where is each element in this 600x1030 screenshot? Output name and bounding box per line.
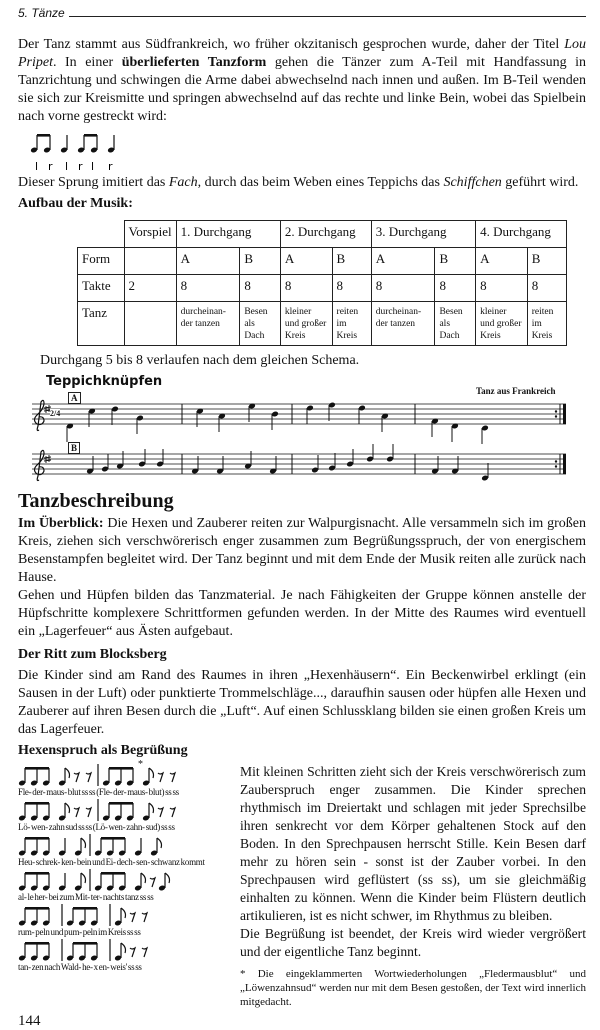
table-cell <box>124 302 176 346</box>
table-cell: Tanz <box>78 302 125 346</box>
rest <box>150 878 155 887</box>
table-row <box>78 302 567 346</box>
header-cell: 4. Durchgang <box>476 221 567 248</box>
note-flag <box>121 908 126 918</box>
repeat-dot <box>555 410 557 412</box>
table-cell: A <box>371 248 435 275</box>
rest <box>74 773 79 782</box>
dance-title: Lou Pripet <box>18 37 586 70</box>
rest <box>86 773 91 782</box>
header-rule <box>69 16 586 17</box>
repeat-dot <box>555 465 557 467</box>
lyric-line: al- le her- bei zum Mit- ter- nachts tanz ss ss <box>18 892 154 902</box>
text: geführt wird. <box>501 175 579 190</box>
rest <box>74 808 79 817</box>
header-cell: 2. Durchgang <box>280 221 371 248</box>
text: , durch das beim Weben eines Teppichs das <box>197 175 444 190</box>
rest <box>170 773 175 782</box>
ritt-heading: Der Ritt zum Blocksberg <box>18 647 167 662</box>
repeat-dot <box>555 460 557 462</box>
beam <box>109 767 133 770</box>
beam <box>25 837 49 840</box>
table-cell <box>124 248 176 275</box>
lyric-line: Fle- der- maus- blut ss ss (Fle- der- maus- blut) ss ss <box>18 787 179 797</box>
note-flag <box>81 838 86 848</box>
header-cell: Vorspiel <box>124 221 176 248</box>
table-header-row <box>78 221 567 248</box>
table-cell: B <box>527 248 566 275</box>
text: Die Hexen und Zauberer reiten zur Walpurgisnacht. Alle versammeln sich im großen Kreis, ziehen sich verschwörerisch enger zusammen zum Begrüßungsspruch, der von energischem Besenstampfen begleitet wird. Der Tanz beginnt und mit dem Ende der Musik reiten alle zurück nach Hause. <box>18 516 586 585</box>
note-flag <box>157 838 162 848</box>
text: Dieser Sprung imitiert das <box>18 175 169 190</box>
material-paragraph: Gehen und Hüpfen bilden das Tanzmaterial. Je nach Fähigkeiten der Gruppe können anstelle der Hüpfschritte komplexere Schrittformen gefunden werden. In der Mitte des Raumes wird eventuell ein „Lagerfeuer“ aus Ästen aufgebaut. <box>18 588 586 639</box>
rest <box>86 808 91 817</box>
repeat-dot <box>555 415 557 417</box>
intro-paragraph <box>18 36 586 126</box>
beam <box>25 942 49 945</box>
running-header <box>18 6 586 20</box>
chapter-title: 5. Tänze <box>18 6 65 20</box>
description-heading: Tanzbeschreibung <box>18 490 174 512</box>
beam <box>25 872 49 875</box>
note-flag <box>81 873 86 883</box>
table-cell: Form <box>78 248 125 275</box>
rest <box>142 948 147 957</box>
step-rhythm <box>28 128 148 174</box>
lyric-line: rum- peln und pum- peln im Kreis ss ss <box>18 927 141 937</box>
structure-note: Durchgang 5 bis 8 verlaufen nach dem gleichen Schema. <box>40 353 360 368</box>
step-label: r <box>108 160 113 173</box>
score-title: Teppichknüpfen <box>46 374 163 389</box>
table-cell: durcheinan-der tanzen <box>371 302 435 346</box>
step-label: l <box>35 160 39 173</box>
table-cell: reiten im Kreis <box>527 302 566 346</box>
table-cell: 8 <box>476 275 528 302</box>
beam <box>73 907 97 910</box>
spruch-rhythm <box>18 759 228 985</box>
step-label: l <box>65 160 69 173</box>
lyric-line: Heu- schrek- ken- bein und Ei- dech- sen- schwanz kommt <box>18 857 205 867</box>
footnote-marker: * <box>138 759 143 770</box>
beam <box>84 134 97 137</box>
note-flag <box>165 873 170 883</box>
rest <box>158 808 163 817</box>
table-cell: Besen als Dach <box>435 302 476 346</box>
spruch-text-column <box>240 763 586 1009</box>
table-cell: 2 <box>124 275 176 302</box>
score-block <box>0 370 586 488</box>
sprung-paragraph <box>18 174 586 192</box>
table-cell: Besen als Dach <box>240 302 281 346</box>
ritt-paragraph: Die Kinder sind am Rand des Raumes in ihren „Hexenhäusern“. Ein Beckenwirbel erklingt (ein Sausen in der Luft) oder punktierte Trommelschläge..., daraufhin sausen oder hüpfen alle Hexen und Zauberer auf ihren Besen durch die „Luft“. Auf einen Schlussklang bilden sie einen großen Kreis um das Lagerfeuer. <box>18 668 586 737</box>
bold-term: überlieferten Tanzform <box>121 55 267 70</box>
spruch-paragraph: Mit kleinen Schritten zieht sich der Kreis verschwörerisch zum Zauberspruch enger zusammen. Die Kinder sprechen rhythmisch im Dreiertakt und schlagen mit jeder Sprechsilbe ihren senkrecht vor dem Körper gehaltenen Stock auf den Boden. In den Sprechpausen herrscht Stille. Kein Besen darf mehr zu hören sein - sonst ist der Zauber vorbei. In den Sprechpausen wird geflüstert (ss ss), um sie gleichmäßig einhalten zu können. Wenn die Kinder beim Flüstern deutlich artikulieren, ist es nicht schwer, im Rhythmus zu bleiben. <box>240 764 586 923</box>
table-row <box>78 248 567 275</box>
overview-paragraph <box>18 515 586 587</box>
note-flag <box>65 768 70 778</box>
final-barline <box>563 454 566 474</box>
table-cell: 8 <box>240 275 281 302</box>
note-flag <box>141 873 146 883</box>
music-structure-heading: Aufbau der Musik: <box>18 196 133 211</box>
note-flag <box>149 768 154 778</box>
header-cell: 3. Durchgang <box>371 221 475 248</box>
text: . In einer <box>53 55 122 70</box>
footnote: * Die eingeklammerten Wortwiederholungen „Fledermausblut“ und „Löwenzahnsud“ werden nur mit dem Besen gestoßen, der Text wird innerlich mitgedacht. <box>240 968 586 1008</box>
beam <box>73 942 97 945</box>
table-row <box>78 275 567 302</box>
treble-clef <box>35 450 45 480</box>
term-fach: Fach <box>168 175 198 190</box>
table-cell: kleiner und großer Kreis <box>280 302 332 346</box>
spruch-heading: Hexenspruch als Begrüßung <box>18 743 188 758</box>
overview-label: Im Überblick: <box>18 516 104 531</box>
corner-cell <box>78 221 125 248</box>
table-cell: A <box>176 248 240 275</box>
page-number: 144 <box>18 1013 41 1029</box>
time-signature: 2/4 <box>50 409 61 418</box>
beam <box>37 134 50 137</box>
section-marker-b: B <box>68 442 80 454</box>
table-cell: 8 <box>371 275 435 302</box>
beam <box>101 872 125 875</box>
table-cell: 8 <box>332 275 371 302</box>
score-staves <box>30 392 570 487</box>
rest <box>142 913 147 922</box>
rest <box>170 808 175 817</box>
note-flag <box>65 803 70 813</box>
table-cell: A <box>476 248 528 275</box>
table-cell: 8 <box>280 275 332 302</box>
begruessung-paragraph: Die Begrüßung ist beendet, der Kreis wird wieder vergrößert und der eigentliche Tanz beginnt. <box>240 926 586 959</box>
step-label: l <box>91 160 95 173</box>
beam <box>109 802 133 805</box>
rest <box>130 913 135 922</box>
table-cell: A <box>280 248 332 275</box>
header-cell: 1. Durchgang <box>176 221 280 248</box>
lyric-line: Lö- wen- zahn sud ss ss (Lö- wen- zahn- sud) ss ss <box>18 822 175 832</box>
table-cell: durcheinan-der tanzen <box>176 302 240 346</box>
table-cell: 8 <box>435 275 476 302</box>
treble-clef <box>35 400 45 430</box>
table-cell: B <box>435 248 476 275</box>
rest <box>130 948 135 957</box>
beam <box>101 837 125 840</box>
section-marker-a: A <box>68 392 81 404</box>
beam <box>25 907 49 910</box>
score-origin: Tanz aus Frankreich <box>476 386 556 396</box>
table-cell: 8 <box>176 275 240 302</box>
lyric-line: tan- zen nach Wald- he- x en- weis' ss ss <box>18 962 142 972</box>
note-flag <box>149 803 154 813</box>
table-cell: B <box>332 248 371 275</box>
beam <box>25 767 49 770</box>
beam <box>25 802 49 805</box>
final-barline <box>563 404 566 424</box>
table-cell: Takte <box>78 275 125 302</box>
term-schiffchen: Schiffchen <box>443 175 502 190</box>
table-cell: reiten im Kreis <box>332 302 371 346</box>
music-structure-table <box>77 220 567 346</box>
table-cell: kleiner und großer Kreis <box>476 302 528 346</box>
note-flag <box>121 943 126 953</box>
spruch-section <box>18 759 586 1009</box>
table-cell: 8 <box>527 275 566 302</box>
step-label: r <box>48 160 53 173</box>
table-cell: B <box>240 248 281 275</box>
step-label: r <box>78 160 83 173</box>
text: gehen die Tänzer zum A-Teil mit Handfassung in Tanzrichtung und schwingen die Arme dabei abwechselnd nach innen und außen. Im B-Teil wenden sie sich zur Kreismitte und springen abwechselnd auf das rechte und linke Bein, wobei das Spielbein nach vorne gestreckt wird: <box>18 55 586 124</box>
text: Der Tanz stammt aus Südfrankreich, wo früher okzitanisch gesprochen wurde, daher der Titel <box>18 37 565 52</box>
rest <box>158 773 163 782</box>
